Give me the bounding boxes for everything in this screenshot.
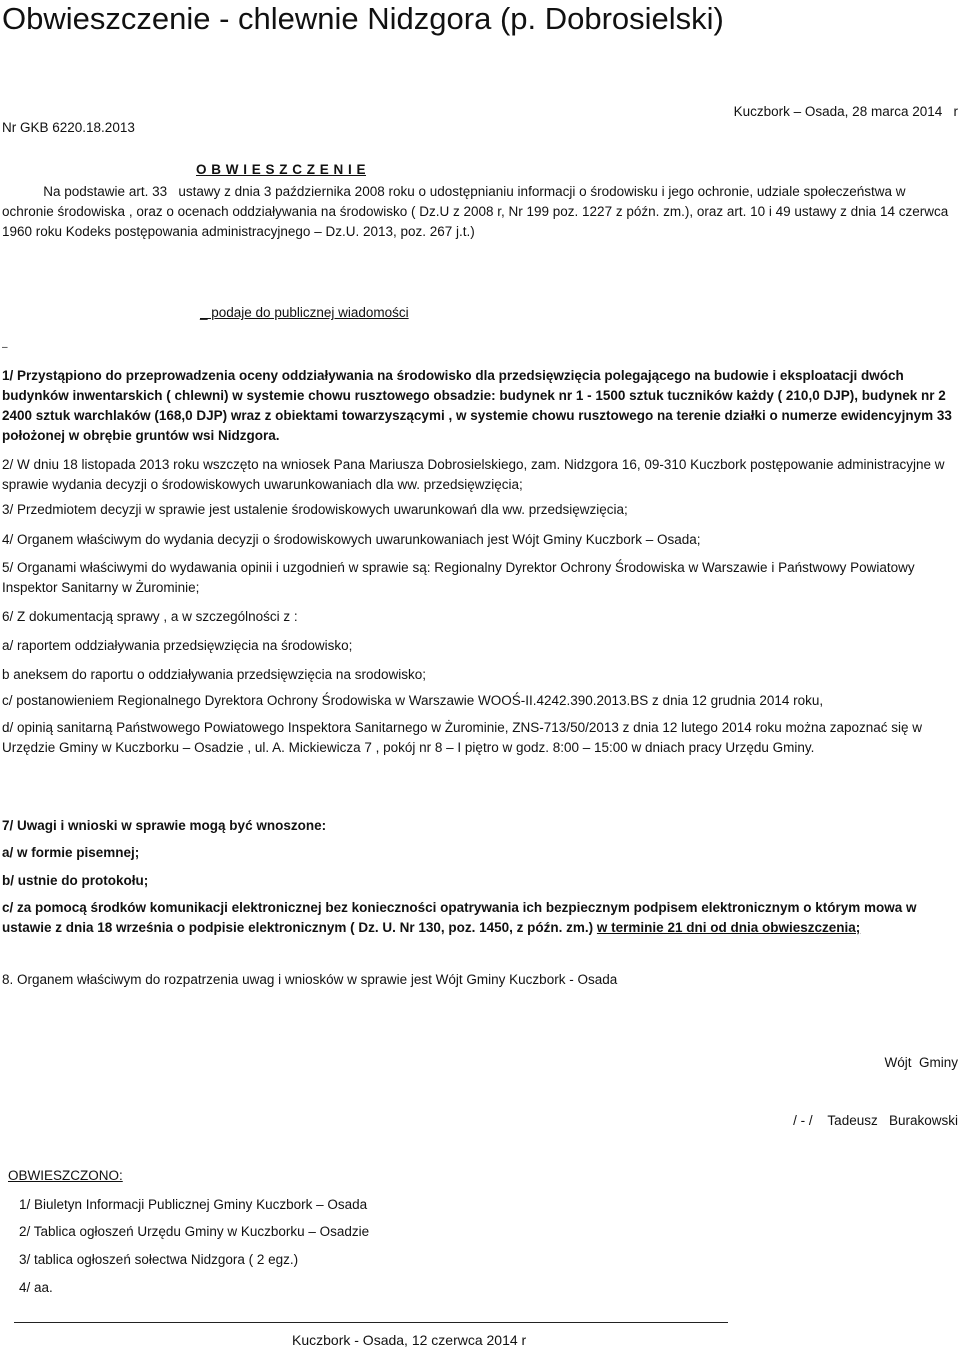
posted-list-item: 1/ Biuletyn Informacji Publicznej Gminy Kuczbork – Osada xyxy=(19,1197,368,1212)
footer-rule xyxy=(14,1322,728,1323)
item-3-paragraph: 3/ Przedmiotem decyzji w sprawie jest ustalenie środowiskowych uwarunkowań dla ww. przedsięwzięcia; xyxy=(2,502,628,517)
signer-name: / - / Tadeusz Burakowski xyxy=(793,1113,958,1128)
reference-number: Nr GKB 6220.18.2013 xyxy=(2,120,135,135)
footer-text: Kuczbork - Osada, 12 czerwca 2014 r xyxy=(292,1332,527,1348)
item-6a-paragraph: a/ raportem oddziaływania przedsięwzięcia na środowisko; xyxy=(2,638,353,653)
announcement-line: _ podaje do publicznej wiadomości xyxy=(200,305,409,320)
item-1-paragraph: 1/ Przystąpiono do przeprowadzenia oceny oddziaływania na środowisko dla przedsięwzięcia polegającego na budowie i eksploatacji dwóch budynków inwentarskich ( chlewni) w systemie chowu rusztowego obsadzie: budynek nr 1 - 1500 sztuk tuczników każdy ( 210,0 DJP), budynek nr 2 2400 sztuk warchlaków (168,0 DJP) wraz z obiektami towarzyszącymi , w systemie chowu rusztowego na terenie działki o numerze ewidencyjnym 33 położonej w obrębie gruntów wsi Nidzgora. xyxy=(2,368,952,443)
item-4-paragraph: 4/ Organem właściwym do wydania decyzji o środowiskowych uwarunkowaniach jest Wójt Gminy Kuczbork – Osada; xyxy=(2,532,701,547)
place-and-date: Kuczbork – Osada, 28 marca 2014 r xyxy=(733,104,958,119)
posted-heading: OBWIESZCZONO: xyxy=(8,1168,123,1183)
posted-list-item: 4/ aa. xyxy=(19,1280,53,1295)
item-6-paragraph: 6/ Z dokumentacją sprawy , a w szczególności z : xyxy=(2,609,298,624)
posted-list-item: 2/ Tablica ogłoszeń Urzędu Gminy w Kuczborku – Osadzie xyxy=(19,1224,370,1239)
item-7a-paragraph: a/ w formie pisemnej; xyxy=(2,845,140,860)
item-6d-paragraph: d/ opinią sanitarną Państwowego Powiatowego Inspektora Sanitarnego w Żurominie, ZNS-713/50/2013 z dnia 12 lutego 2014 roku można zapoznać się w Urzędzie Gminy w Kuczborku – Osadzie , ul. A. Mickiewicza 7 , pokój nr 8 – I piętro w godz. 8:00 – 15:00 w dniach pracy Urzędu Gminy. xyxy=(2,720,923,755)
item-6b-paragraph: b aneksem do raportu o oddziaływania przedsięwzięcia na srodowisko; xyxy=(2,667,426,682)
signer-title: Wójt Gminy xyxy=(884,1055,958,1070)
dash-mark: – xyxy=(2,342,8,353)
legal-basis-paragraph: Na podstawie art. 33 ustawy z dnia 3 października 2008 roku o udostępnianiu informacji o środowisku i jego ochronie, udziale społeczeństwa w ochronie środowiska , oraz o ocenach oddziaływania na środowisko ( Dz.U z 2008 r, Nr 199 poz. 1227 z późn. zm.), oraz art. 10 i 49 ustawy z dnia 14 czerwca 1960 roku Kodeks postępowania administracyjnego – Dz.U. 2013, poz. 267 j.t.) xyxy=(2,184,952,239)
item-6c-paragraph: c/ postanowieniem Regionalnego Dyrektora Ochrony Środowiska w Warszawie WOOŚ-II.4242.390.2013.BS z dnia 12 grudnia 2014 roku, xyxy=(2,693,824,708)
item-5-paragraph: 5/ Organami właściwymi do wydawania opinii i uzgodnień w sprawie są: Regionalny Dyrektor Ochrony Środowiska w Warszawie i Państwowy Powiatowy Inspektor Sanitarny w Żurominie; xyxy=(2,560,915,595)
item-7b-paragraph: b/ ustnie do protokołu; xyxy=(2,873,149,888)
item-7c-paragraph xyxy=(2,898,957,938)
item-7-paragraph: 7/ Uwagi i wnioski w sprawie mogą być wnoszone: xyxy=(2,818,327,833)
posted-list-item: 3/ tablica ogłoszeń sołectwa Nidzgora ( 2 egz.) xyxy=(19,1252,299,1267)
item-7c-deadline: w terminie 21 dni od dnia obwieszczenia; xyxy=(596,920,861,935)
item-7c-text: c/ za pomocą środków komunikacji elektronicznej bez konieczności opatrywania ich bezpiecznym podpisem elektronicznym o którym mowa w ustawie z dnia 18 września o podpisie elektronicznym ( Dz. U. Nr 130, poz. 1450, z późn. zm.) xyxy=(2,900,917,935)
document-heading: O B W I E S Z C Z E N I E xyxy=(196,162,367,177)
page-title: Obwieszczenie - chlewnie Nidzgora (p. Dobrosielski) xyxy=(2,1,724,36)
item-2-paragraph: 2/ W dniu 18 listopada 2013 roku wszczęto na wniosek Pana Mariusza Dobrosielskiego, zam. Nidzgora 16, 09-310 Kuczbork postępowanie administracyjne w sprawie wydania decyzji o środowiskowych uwarunkowaniach dla ww. przedsięwzięcia; xyxy=(2,457,945,492)
item-8-paragraph: 8. Organem właściwym do rozpatrzenia uwag i wniosków w sprawie jest Wójt Gminy Kuczbork - Osada xyxy=(2,972,618,987)
